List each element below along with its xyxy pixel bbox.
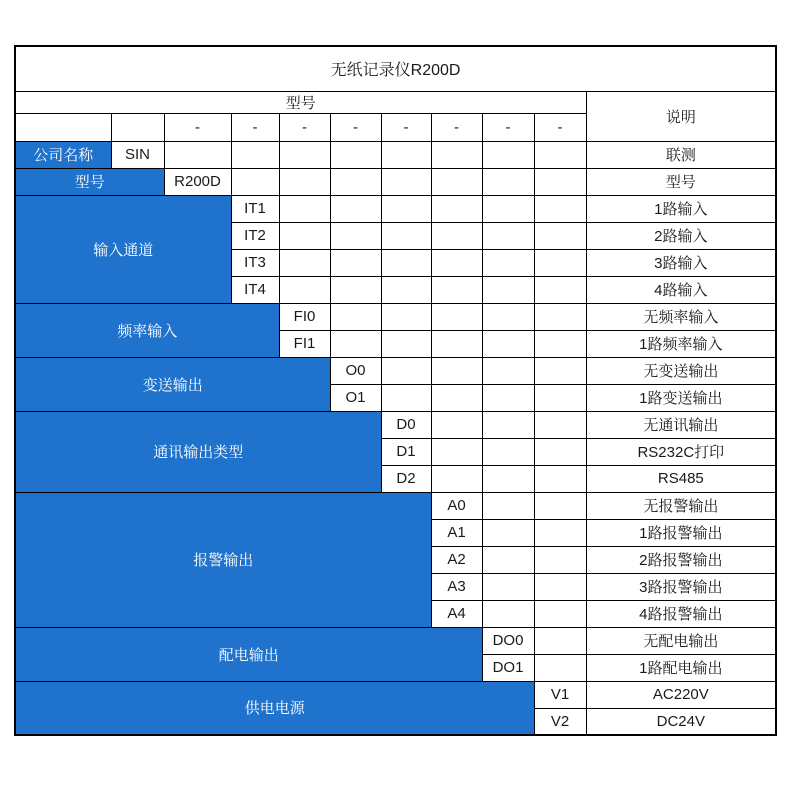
- empty-cell: [279, 195, 330, 222]
- code-r200d: R200D: [164, 168, 231, 195]
- empty-cell: [534, 249, 586, 276]
- table-title: 无纸记录仪R200D: [15, 46, 776, 91]
- desc-a3: 3路报警输出: [586, 573, 776, 600]
- desc-fi1: 1路频率输入: [586, 330, 776, 357]
- code-a3: A3: [431, 573, 482, 600]
- empty-cell: [330, 195, 381, 222]
- desc-a0: 无报警输出: [586, 492, 776, 519]
- empty-cell: [431, 195, 482, 222]
- empty-cell: [431, 357, 482, 384]
- empty-cell: [482, 141, 534, 168]
- code-o0: O0: [330, 357, 381, 384]
- empty-cell: [330, 330, 381, 357]
- empty-cell: [431, 384, 482, 411]
- empty-cell: [482, 384, 534, 411]
- empty-cell: [482, 222, 534, 249]
- code-v1: V1: [534, 681, 586, 708]
- empty-cell: [381, 384, 431, 411]
- desc-a1: 1路报警输出: [586, 519, 776, 546]
- desc-d0: 无通讯输出: [586, 411, 776, 438]
- code-it2: IT2: [231, 222, 279, 249]
- empty-cell: [482, 168, 534, 195]
- empty-cell: [279, 222, 330, 249]
- empty-cell: [279, 168, 330, 195]
- empty-cell: [482, 573, 534, 600]
- dash-separator: -: [431, 113, 482, 141]
- section-power-supply: 供电电源: [15, 681, 534, 735]
- empty-cell: [534, 465, 586, 492]
- empty-cell: [15, 113, 111, 141]
- section-comm-output-type: 通讯输出类型: [15, 411, 381, 492]
- dash-separator: -: [534, 113, 586, 141]
- empty-cell: [482, 303, 534, 330]
- empty-cell: [534, 303, 586, 330]
- empty-cell: [534, 438, 586, 465]
- empty-cell: [381, 141, 431, 168]
- empty-cell: [431, 465, 482, 492]
- desc-d1: RS232C打印: [586, 438, 776, 465]
- empty-cell: [330, 276, 381, 303]
- code-v2: V2: [534, 708, 586, 735]
- empty-cell: [534, 519, 586, 546]
- empty-cell: [330, 168, 381, 195]
- desc-do0: 无配电输出: [586, 627, 776, 654]
- empty-cell: [279, 276, 330, 303]
- empty-cell: [482, 438, 534, 465]
- code-a1: A1: [431, 519, 482, 546]
- empty-cell: [482, 465, 534, 492]
- section-company-name: 公司名称: [15, 141, 111, 168]
- empty-cell: [482, 276, 534, 303]
- code-it4: IT4: [231, 276, 279, 303]
- empty-cell: [381, 330, 431, 357]
- code-it3: IT3: [231, 249, 279, 276]
- empty-cell: [330, 303, 381, 330]
- empty-cell: [111, 113, 164, 141]
- desc-o0: 无变送输出: [586, 357, 776, 384]
- dash-separator: -: [231, 113, 279, 141]
- empty-cell: [381, 249, 431, 276]
- dash-separator: -: [381, 113, 431, 141]
- code-fi0: FI0: [279, 303, 330, 330]
- empty-cell: [381, 303, 431, 330]
- empty-cell: [431, 141, 482, 168]
- empty-cell: [164, 141, 231, 168]
- section-alarm-output: 报警输出: [15, 492, 431, 627]
- empty-cell: [431, 438, 482, 465]
- desc-v2: DC24V: [586, 708, 776, 735]
- section-input-channels: 输入通道: [15, 195, 231, 303]
- desc-a2: 2路报警输出: [586, 546, 776, 573]
- desc-o1: 1路变送输出: [586, 384, 776, 411]
- empty-cell: [534, 195, 586, 222]
- empty-cell: [431, 276, 482, 303]
- empty-cell: [381, 195, 431, 222]
- desc-sin: 联测: [586, 141, 776, 168]
- dash-separator: -: [164, 113, 231, 141]
- empty-cell: [279, 141, 330, 168]
- desc-a4: 4路报警输出: [586, 600, 776, 627]
- code-d0: D0: [381, 411, 431, 438]
- empty-cell: [381, 222, 431, 249]
- empty-cell: [482, 249, 534, 276]
- empty-cell: [431, 222, 482, 249]
- empty-cell: [330, 141, 381, 168]
- empty-cell: [482, 600, 534, 627]
- code-do1: DO1: [482, 654, 534, 681]
- empty-cell: [482, 519, 534, 546]
- dash-separator: -: [482, 113, 534, 141]
- dash-separator: -: [279, 113, 330, 141]
- desc-it1: 1路输入: [586, 195, 776, 222]
- empty-cell: [381, 168, 431, 195]
- empty-cell: [482, 546, 534, 573]
- empty-cell: [231, 168, 279, 195]
- section-distribution-output: 配电输出: [15, 627, 482, 681]
- empty-cell: [534, 573, 586, 600]
- empty-cell: [482, 195, 534, 222]
- empty-cell: [431, 411, 482, 438]
- model-selection-table: [14, 45, 777, 736]
- code-a2: A2: [431, 546, 482, 573]
- code-d2: D2: [381, 465, 431, 492]
- empty-cell: [534, 384, 586, 411]
- desc-it3: 3路输入: [586, 249, 776, 276]
- code-it1: IT1: [231, 195, 279, 222]
- code-fi1: FI1: [279, 330, 330, 357]
- empty-cell: [534, 168, 586, 195]
- section-transmitter-output: 变送输出: [15, 357, 330, 411]
- section-frequency-input: 频率输入: [15, 303, 279, 357]
- empty-cell: [534, 222, 586, 249]
- empty-cell: [482, 411, 534, 438]
- empty-cell: [482, 492, 534, 519]
- desc-fi0: 无频率输入: [586, 303, 776, 330]
- empty-cell: [431, 303, 482, 330]
- empty-cell: [534, 411, 586, 438]
- empty-cell: [431, 330, 482, 357]
- code-o1: O1: [330, 384, 381, 411]
- empty-cell: [534, 600, 586, 627]
- empty-cell: [381, 357, 431, 384]
- empty-cell: [534, 141, 586, 168]
- code-a0: A0: [431, 492, 482, 519]
- desc-r200d: 型号: [586, 168, 776, 195]
- desc-v1: AC220V: [586, 681, 776, 708]
- desc-it2: 2路输入: [586, 222, 776, 249]
- empty-cell: [330, 249, 381, 276]
- empty-cell: [534, 627, 586, 654]
- empty-cell: [431, 249, 482, 276]
- dash-separator: -: [330, 113, 381, 141]
- empty-cell: [534, 546, 586, 573]
- description-header: 说明: [586, 91, 776, 141]
- desc-it4: 4路输入: [586, 276, 776, 303]
- code-do0: DO0: [482, 627, 534, 654]
- empty-cell: [534, 276, 586, 303]
- code-a4: A4: [431, 600, 482, 627]
- empty-cell: [534, 330, 586, 357]
- desc-d2: RS485: [586, 465, 776, 492]
- empty-cell: [534, 357, 586, 384]
- empty-cell: [534, 492, 586, 519]
- code-d1: D1: [381, 438, 431, 465]
- section-model: 型号: [15, 168, 164, 195]
- empty-cell: [330, 222, 381, 249]
- code-sin: SIN: [111, 141, 164, 168]
- empty-cell: [534, 654, 586, 681]
- empty-cell: [431, 168, 482, 195]
- model-header: 型号: [15, 91, 586, 113]
- empty-cell: [279, 249, 330, 276]
- empty-cell: [231, 141, 279, 168]
- empty-cell: [381, 276, 431, 303]
- desc-do1: 1路配电输出: [586, 654, 776, 681]
- empty-cell: [482, 330, 534, 357]
- empty-cell: [482, 357, 534, 384]
